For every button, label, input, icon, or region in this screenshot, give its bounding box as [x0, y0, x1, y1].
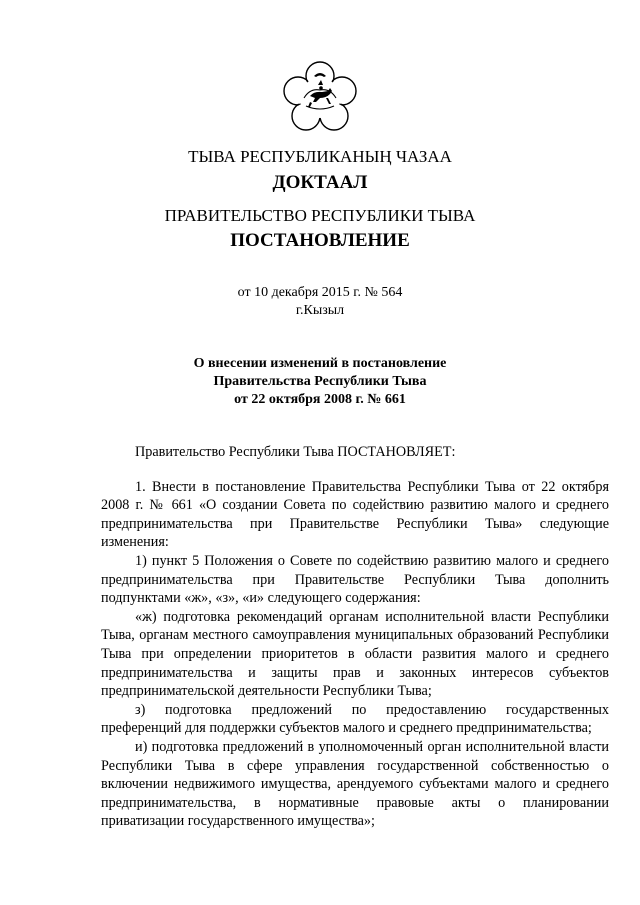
- city: г.Кызыл: [295, 303, 345, 318]
- russian-government-title: ПРАВИТЕЛЬСТВО РЕСПУБЛИКИ ТЫВА: [164, 206, 476, 225]
- date-and-number: от 10 декабря 2015 г. № 564: [237, 285, 403, 300]
- document-body: [101, 443, 609, 831]
- preamble: Правительство Республики Тыва ПОСТАНОВЛЯЕТ:: [135, 444, 456, 460]
- paragraph-5: и) подготовка предложений в уполномоченный орган исполнительной власти Республики Тыва в сфере управления государственной собственностью о включении недвижимого имущества, арендуемого субъектами малого и среднего предпринимательства, в нормативные правовые акты о планировании приватизации государственного имущества»;: [101, 738, 609, 830]
- document-title-line-1: О внесении изменений в постановление: [193, 356, 447, 371]
- paragraph-2: 1) пункт 5 Положения о Совете по содействию развитию малого и среднего предпринимательства при Правительстве Республики Тыва дополнить подпунктами «ж», «з», «и» следующего содержания:: [101, 552, 609, 607]
- tuvan-document-type: ДОКТААЛ: [272, 172, 368, 193]
- document-title-line-3: от 22 октября 2008 г. № 661: [234, 392, 406, 407]
- paragraph-4: з) подготовка предложений по предоставлению государственных преференций для поддержки субъектов малого и среднего предпринимательства;: [101, 701, 609, 737]
- paragraph-3: «ж) подготовка рекомендаций органам исполнительной власти Республики Тыва, органам местного самоуправления муниципальных образований Республики Тыва при определении приоритетов в области развития малого и среднего предпринимательства и защиты прав и законных интересов субъектов предпринимательской деятельности Республики Тыва;: [101, 608, 609, 700]
- russian-document-type: ПОСТАНОВЛЕНИЕ: [230, 230, 410, 251]
- coat-of-arms-icon: [280, 58, 360, 138]
- paragraph-1: 1. Внести в постановление Правительства Республики Тыва от 22 октября 2008 г. № 661 «О создании Совета по содействию развитию малого и среднего предпринимательства при Правительстве Республики Тыва» следующие изменения:: [101, 478, 609, 551]
- document-title-line-2: Правительства Республики Тыва: [213, 374, 427, 389]
- tuvan-government-title: ТЫВА РЕСПУБЛИКАНЫҢ ЧАЗАА: [188, 147, 452, 166]
